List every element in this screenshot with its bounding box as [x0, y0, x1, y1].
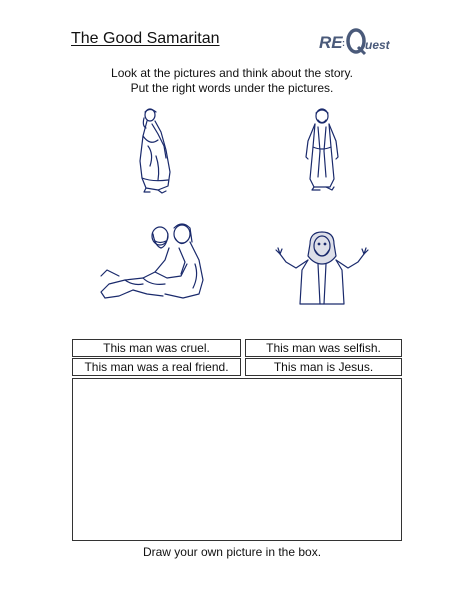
svg-text:RE: RE [319, 33, 343, 52]
label-jesus: This man is Jesus. [245, 358, 402, 376]
samaritan-helping-man-icon [95, 214, 215, 309]
label-real-friend: This man was a real friend. [72, 358, 241, 376]
request-logo [318, 26, 400, 56]
levite-standing-icon [296, 107, 348, 191]
svg-text::: : [342, 38, 345, 48]
jesus-icon [272, 230, 372, 306]
svg-text:uest: uest [365, 38, 390, 52]
footer-instruction: Draw your own picture in the box. [142, 545, 322, 559]
instruction-line-2: Put the right words under the pictures. [130, 81, 334, 95]
priest-walking-icon [128, 106, 182, 194]
drawing-box[interactable] [72, 378, 402, 541]
page-title: The Good Samaritan [71, 30, 220, 47]
label-selfish: This man was selfish. [245, 339, 402, 357]
instructions [0, 66, 464, 96]
label-cruel: This man was cruel. [72, 339, 241, 357]
instruction-line-1: Look at the pictures and think about the story. [111, 66, 353, 80]
